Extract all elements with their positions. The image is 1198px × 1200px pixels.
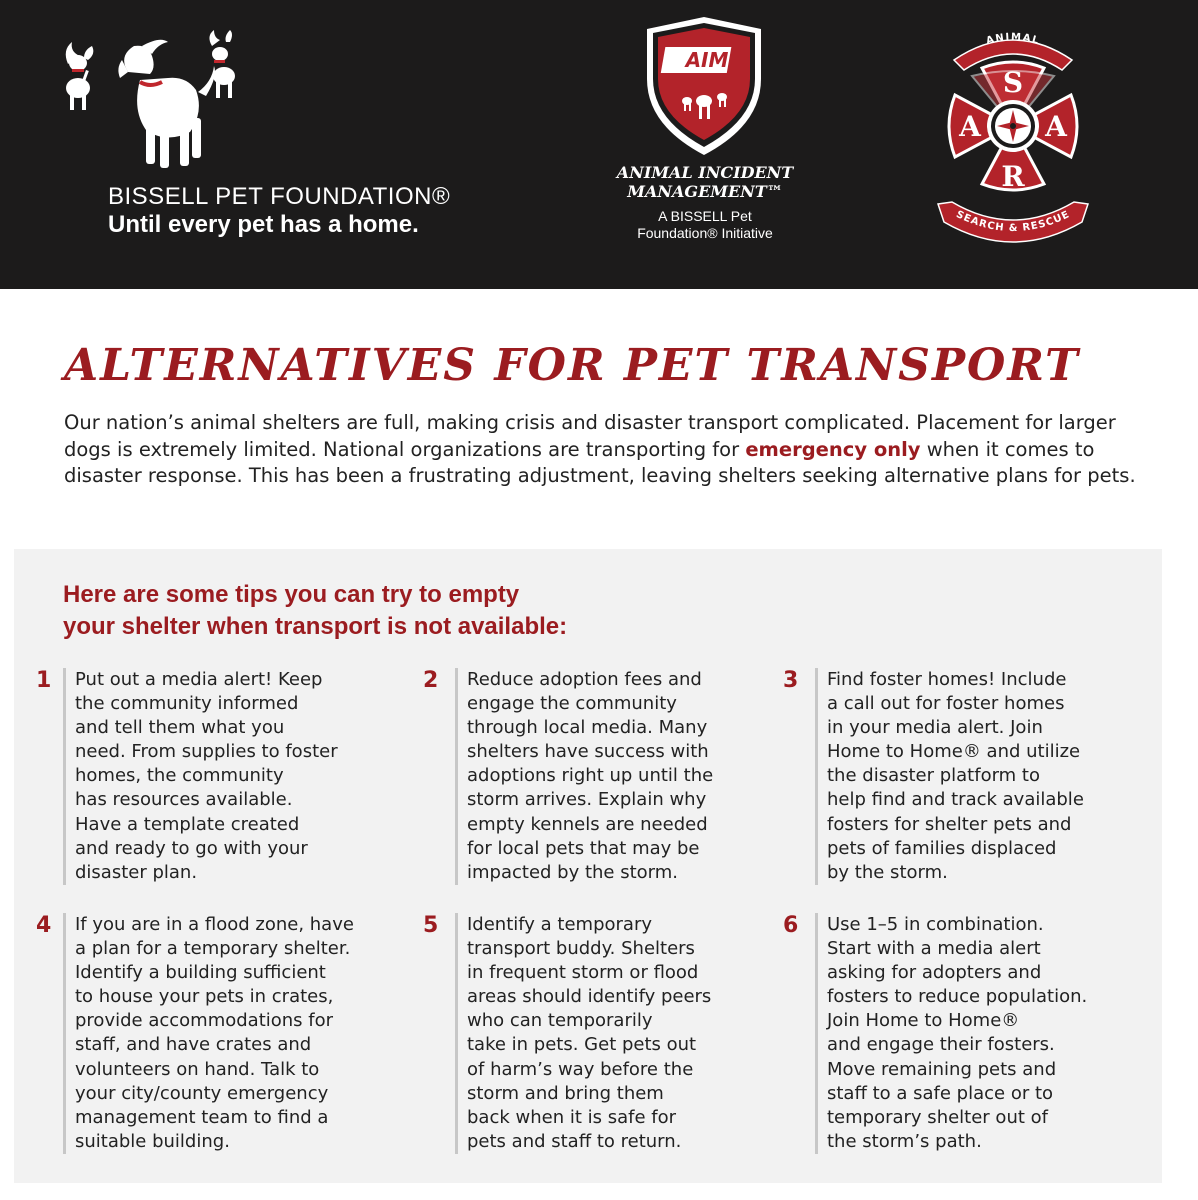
tip-line: the storm’s path.: [827, 1130, 982, 1152]
tip-line: Reduce adoption fees and: [467, 669, 702, 690]
tip-line: and tell them what you: [75, 717, 285, 739]
tip-number: 5: [423, 913, 439, 938]
header-banner: [0, 0, 1198, 289]
tip-line: adoptions right up until the: [467, 765, 714, 787]
bissell-foundation-name: BISSELL PET FOUNDATION®: [108, 183, 451, 210]
tip-line: disaster plan.: [75, 861, 198, 883]
tips-heading-line: Here are some tips you can try to empty: [63, 581, 520, 608]
tip-line: by the storm.: [827, 861, 948, 883]
tip-number: 6: [783, 913, 799, 938]
tip-number: 3: [783, 668, 799, 693]
tip-line: the community informed: [75, 693, 299, 715]
tip-text: [815, 668, 1084, 885]
tip-line: your city/county emergency: [75, 1082, 329, 1104]
tip-line: areas should identify peers: [467, 986, 712, 1008]
tip-number: 1: [36, 668, 52, 693]
bissell-dogs-logo-icon: [50, 30, 250, 190]
tip-text: [455, 913, 711, 1154]
aim-subtitle: [600, 208, 810, 242]
tip-line: suitable building.: [75, 1130, 230, 1152]
page-title: ALTERNATIVES FOR PET TRANSPORT: [64, 340, 1080, 391]
aim-subtitle-line: Foundation® Initiative: [637, 225, 773, 241]
tip-line: homes, the community: [75, 765, 284, 787]
tip-line: Identify a building sufficient: [75, 962, 326, 984]
tip-line: and ready to go with your: [75, 837, 308, 859]
asar-bottom-text: SEARCH & RESCUE: [954, 209, 1072, 235]
tip-line: storm arrives. Explain why: [467, 789, 707, 811]
tip-line: and engage their fosters.: [827, 1034, 1055, 1056]
tip-line: management team to find a: [75, 1106, 329, 1128]
tip-line: for local pets that may be: [467, 837, 700, 859]
tip-line: shelters have success with: [467, 741, 709, 763]
intro-text: Our nation’s animal shelters are full, making crisis and disaster transport complicated. Placement for larger dogs is extremely limited. National organizations are transporting for: [64, 411, 1116, 461]
tip-line: through local media. Many: [467, 717, 708, 739]
tip-line: impacted by the storm.: [467, 861, 679, 883]
asar-letter: R: [1001, 160, 1025, 193]
aim-title: [600, 163, 810, 201]
asar-letter: A: [959, 110, 981, 143]
tip-line: fosters to reduce population.: [827, 986, 1088, 1008]
intro-text: when it comes to disaster response. This has been a frustrating adjustment, leaving shelters seeking alternative plans for pets.: [64, 437, 1136, 487]
tip-line: Identify a temporary: [467, 914, 653, 935]
tips-heading: [63, 579, 567, 643]
tip-line: transport buddy. Shelters: [467, 938, 695, 960]
tip-line: has resources available.: [75, 789, 293, 811]
tip-line: need. From supplies to foster: [75, 741, 338, 763]
tip-line: in frequent storm or flood: [467, 962, 699, 984]
tip-line: Have a template created: [75, 813, 300, 835]
tip-line: pets and staff to return.: [467, 1130, 682, 1152]
tip-line: engage the community: [467, 693, 677, 715]
tip-line: asking for adopters and: [827, 962, 1042, 984]
tip-line: Find foster homes! Include: [827, 669, 1067, 690]
tips-heading-line: your shelter when transport is not available:: [63, 613, 568, 640]
tip-line: in your media alert. Join: [827, 717, 1043, 739]
animal-search-rescue-logo-icon: [912, 26, 1114, 248]
asar-top-text: ANIMAL: [984, 31, 1042, 47]
aim-subtitle-line: A BISSELL Pet: [658, 208, 752, 224]
tip-line: storm and bring them: [467, 1082, 664, 1104]
tip-line: If you are in a flood zone, have: [75, 914, 354, 935]
tip-line: Use 1–5 in combination.: [827, 914, 1044, 935]
tip-line: Put out a media alert! Keep: [75, 669, 323, 690]
asar-letter: A: [1045, 110, 1067, 143]
tip-line: staff to a safe place or to: [827, 1082, 1054, 1104]
tip-line: volunteers on hand. Talk to: [75, 1058, 320, 1080]
intro-emphasis: emergency only: [745, 437, 921, 461]
aim-title-line: ANIMAL INCIDENT: [616, 163, 794, 182]
tip-line: help find and track available: [827, 789, 1084, 811]
asar-letter: S: [1002, 66, 1024, 99]
tip-line: provide accommodations for: [75, 1010, 334, 1032]
tip-line: Move remaining pets and: [827, 1058, 1057, 1080]
intro-paragraph: [64, 410, 1144, 490]
tip-text: [455, 668, 713, 885]
tip-line: back when it is safe for: [467, 1106, 677, 1128]
tip-line: take in pets. Get pets out: [467, 1034, 697, 1056]
tip-line: empty kennels are needed: [467, 813, 708, 835]
tip-line: staff, and have crates and: [75, 1034, 312, 1056]
tip-line: temporary shelter out of: [827, 1106, 1048, 1128]
tip-line: to house your pets in crates,: [75, 986, 334, 1008]
aim-title-line: MANAGEMENT™: [627, 182, 783, 201]
tip-line: Start with a media alert: [827, 938, 1041, 960]
tip-line: fosters for shelter pets and: [827, 813, 1072, 835]
tip-line: Home to Home® and utilize: [827, 741, 1081, 763]
tip-line: who can temporarily: [467, 1010, 653, 1032]
aim-shield-logo-icon: [643, 15, 765, 157]
tip-text: [63, 668, 338, 885]
tip-text: [815, 913, 1087, 1154]
tip-line: Join Home to Home®: [827, 1010, 1020, 1032]
tip-line: of harm’s way before the: [467, 1058, 694, 1080]
tip-line: a plan for a temporary shelter.: [75, 938, 351, 960]
tip-line: pets of families displaced: [827, 837, 1057, 859]
tip-text: [63, 913, 354, 1154]
aim-badge-text: AIM: [685, 48, 729, 72]
tip-number: 2: [423, 668, 439, 693]
tip-line: the disaster platform to: [827, 765, 1041, 787]
tip-line: a call out for foster homes: [827, 693, 1065, 715]
bissell-foundation-tagline: Until every pet has a home.: [108, 211, 419, 238]
tip-number: 4: [36, 913, 52, 938]
